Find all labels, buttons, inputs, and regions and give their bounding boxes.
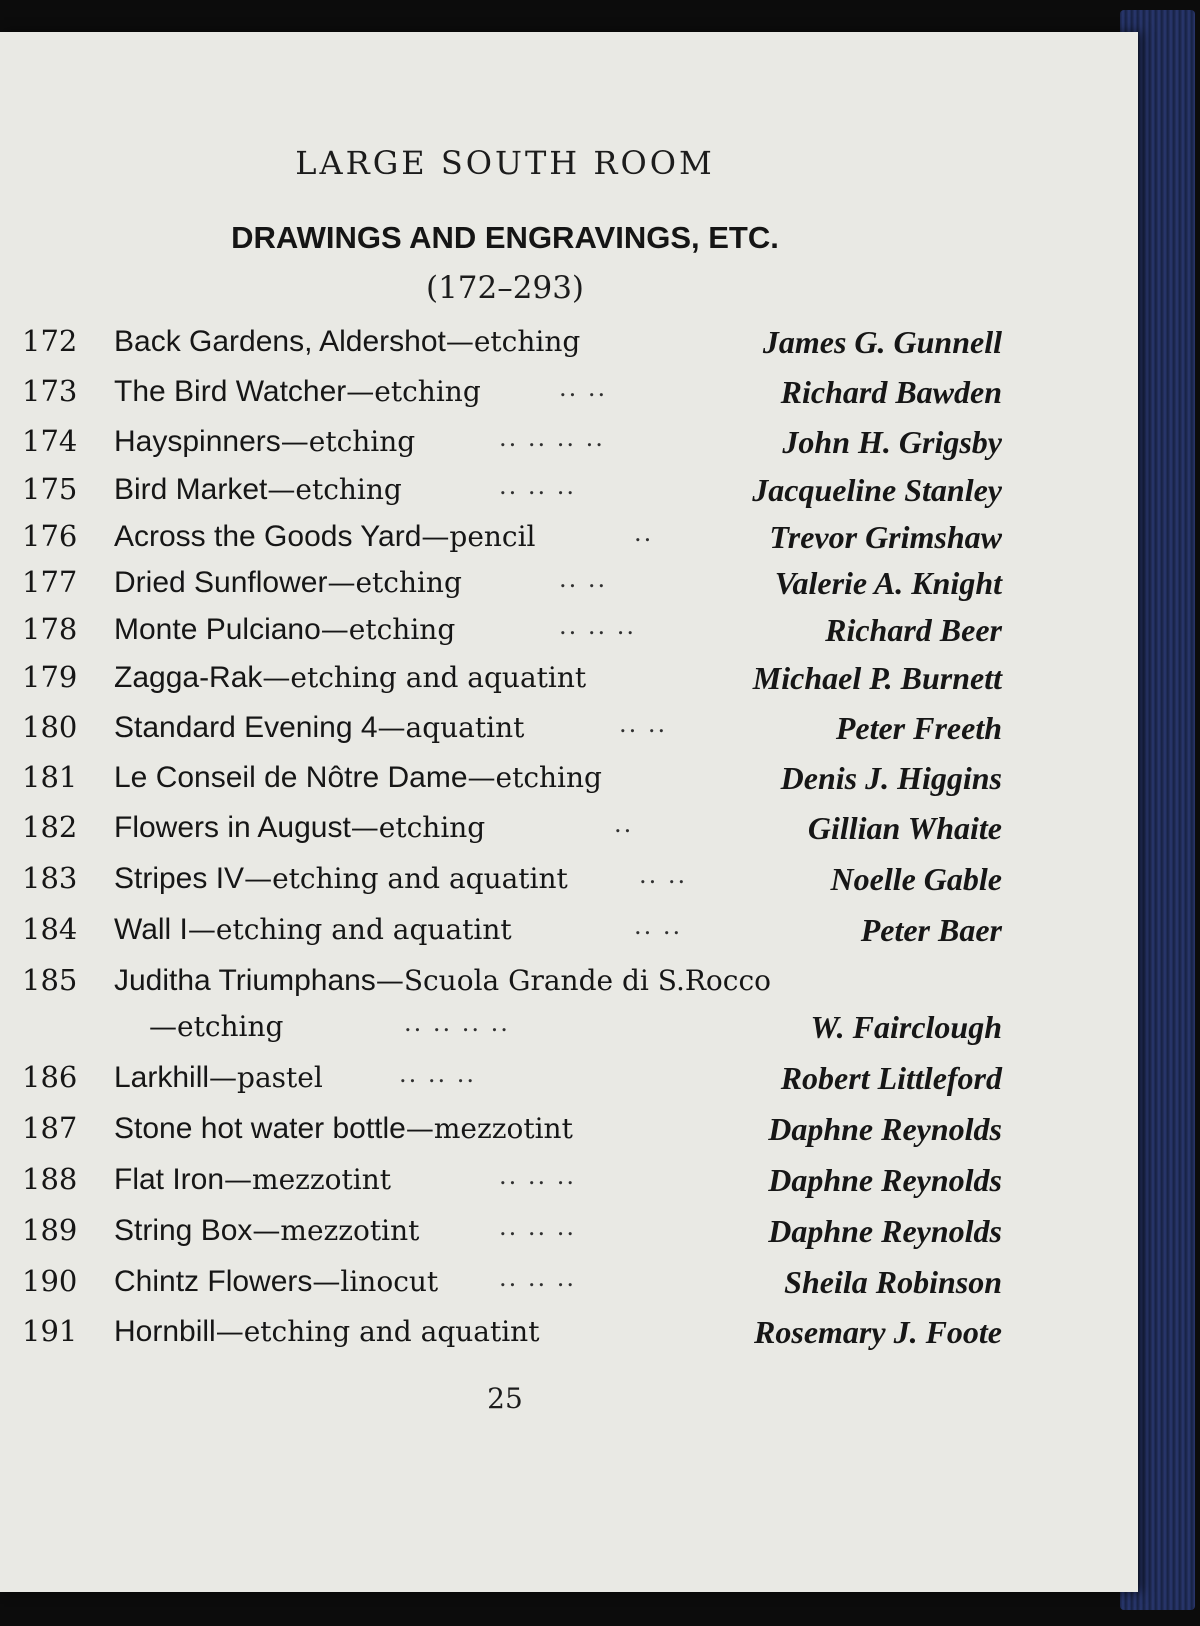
entry-title: [149, 1009, 283, 1044]
dot-leader: .. .. ..: [499, 472, 577, 500]
entry-title: [114, 324, 580, 359]
work-medium: —aquatint: [377, 711, 525, 744]
work-title: Stripes IV: [114, 862, 245, 895]
artist-name: W. Fairclough: [810, 1009, 1002, 1045]
artist-name: Daphne Reynolds: [768, 1162, 1002, 1198]
entry-row: [22, 1009, 1002, 1057]
entry-row: [22, 1264, 1002, 1312]
dot-leader: .. .. .. ..: [499, 424, 605, 452]
work-title: Monte Pulciano: [114, 613, 321, 646]
entry-row: [22, 1162, 1002, 1210]
artist-name: Robert Littleford: [780, 1060, 1002, 1096]
entry-title: [114, 472, 402, 507]
work-medium: —etching: [280, 425, 416, 458]
entry-number: 184: [22, 912, 78, 946]
work-title: Larkhill: [114, 1061, 210, 1094]
dot-leader: .. ..: [639, 861, 688, 889]
entry-title: [114, 660, 586, 695]
entry-title: [114, 1314, 539, 1349]
dot-leader: .. .. ..: [499, 1213, 577, 1241]
dot-leader: .. .. ..: [559, 612, 637, 640]
entry-number: 179: [22, 660, 78, 694]
entry-number: 181: [22, 760, 78, 794]
entry-number: 178: [22, 612, 78, 646]
entry-number: 187: [22, 1111, 78, 1145]
work-title: Back Gardens, Aldershot: [114, 325, 446, 358]
work-title: Standard Evening 4: [114, 711, 378, 744]
dot-leader: .. .. ..: [499, 1264, 577, 1292]
artist-name: Peter Baer: [860, 912, 1002, 948]
work-medium: —pencil: [421, 520, 536, 553]
dot-leader: .. ..: [559, 565, 608, 593]
dot-leader: .. .. ..: [399, 1060, 477, 1088]
work-medium: —etching: [320, 613, 456, 646]
entry-row: [22, 324, 1002, 372]
entry-title: [114, 519, 536, 554]
entry-row: [22, 424, 1002, 472]
work-medium: —etching and aquatint: [215, 1315, 540, 1348]
work-medium: —Scuola Grande di S.Rocco: [375, 964, 772, 997]
work-medium: —mezzotint: [252, 1214, 420, 1247]
entry-row: [22, 612, 1002, 660]
entry-number: 173: [22, 374, 78, 408]
entry-row: [22, 565, 1002, 613]
dot-leader: .. ..: [634, 912, 683, 940]
work-medium: —etching: [346, 375, 481, 408]
work-medium: —etching: [350, 811, 486, 844]
work-title: Flowers in August: [114, 811, 351, 844]
section-title: DRAWINGS AND ENGRAVINGS, ETC.: [231, 220, 779, 255]
artist-name: Valerie A. Knight: [774, 565, 1002, 601]
work-medium: —etching: [149, 1010, 284, 1043]
dot-leader: .. .. ..: [499, 1162, 577, 1190]
artist-name: Denis J. Higgins: [780, 760, 1002, 796]
work-medium: —mezzotint: [224, 1163, 392, 1196]
page-number: 25: [487, 1382, 523, 1415]
entry-title: [114, 1213, 419, 1248]
entry-title: [114, 760, 602, 795]
entry-number: 191: [22, 1314, 78, 1348]
artist-name: Peter Freeth: [835, 710, 1002, 746]
artist-name: Daphne Reynolds: [768, 1111, 1002, 1147]
artist-name: Jacqueline Stanley: [752, 472, 1002, 508]
dot-leader: .. .. .. ..: [404, 1009, 510, 1037]
dot-leader: .. ..: [619, 710, 668, 738]
work-title: String Box: [114, 1214, 253, 1247]
entry-number: 189: [22, 1213, 78, 1247]
work-medium: —etching: [467, 761, 602, 794]
artist-name: John H. Grigsby: [782, 424, 1002, 460]
entry-number: 182: [22, 810, 78, 844]
work-title: Hornbill: [114, 1315, 216, 1348]
artist-name: Trevor Grimshaw: [769, 519, 1002, 555]
entry-title: [114, 424, 415, 459]
artist-name: Gillian Whaite: [807, 810, 1002, 846]
entry-title: [114, 1264, 438, 1299]
work-medium: —linocut: [312, 1265, 439, 1298]
entry-number: 174: [22, 424, 78, 458]
entry-number: 172: [22, 324, 78, 358]
entry-title: [114, 612, 455, 647]
entry-number: 177: [22, 565, 78, 599]
entry-row: [22, 1111, 1002, 1159]
artist-name: Michael P. Burnett: [752, 660, 1002, 696]
entry-row: [22, 760, 1002, 808]
entry-number: 180: [22, 710, 78, 744]
entry-title: [114, 374, 481, 409]
dot-leader: ..: [634, 519, 654, 547]
work-medium: —pastel: [209, 1061, 323, 1094]
entry-number: 183: [22, 861, 78, 895]
work-medium: —etching: [445, 325, 581, 358]
work-medium: —mezzotint: [405, 1112, 573, 1145]
entry-row: [22, 1314, 1002, 1362]
dot-leader: .. ..: [559, 374, 608, 402]
work-title: Bird Market: [114, 473, 268, 506]
work-title: Le Conseil de Nôtre Dame: [114, 761, 468, 794]
entry-row: [22, 963, 1002, 1011]
entry-row: [22, 1060, 1002, 1108]
entry-row: [22, 912, 1002, 960]
room-title: LARGE SOUTH ROOM: [295, 144, 715, 182]
entry-title: [114, 861, 568, 896]
entry-row: [22, 1213, 1002, 1261]
artist-name: James G. Gunnell: [762, 324, 1002, 360]
work-title: Wall I: [114, 913, 188, 946]
artist-name: Noelle Gable: [830, 861, 1002, 897]
work-medium: —etching and aquatint: [244, 862, 568, 895]
artist-name: Richard Bawden: [780, 374, 1002, 410]
entry-number: 188: [22, 1162, 78, 1196]
catalogue-range: (172–293): [425, 270, 585, 306]
work-title: Zagga-Rak: [114, 661, 263, 694]
entry-title: [114, 963, 771, 998]
work-medium: —etching: [327, 566, 462, 599]
work-title: Flat Iron: [114, 1163, 225, 1196]
work-title: Hayspinners: [114, 425, 281, 458]
entry-row: [22, 374, 1002, 422]
artist-name: Daphne Reynolds: [768, 1213, 1002, 1249]
entry-number: 190: [22, 1264, 78, 1298]
dot-leader: ..: [614, 810, 634, 838]
work-medium: —etching: [267, 473, 402, 506]
entry-title: [114, 1060, 323, 1095]
artist-name: Rosemary J. Foote: [754, 1314, 1002, 1350]
artist-name: Richard Beer: [825, 612, 1002, 648]
entry-number: 185: [22, 963, 78, 997]
work-medium: —etching and aquatint: [262, 661, 587, 694]
entry-row: [22, 810, 1002, 858]
entry-title: [114, 1162, 391, 1197]
entry-title: [114, 565, 462, 600]
work-title: The Bird Watcher: [114, 375, 347, 408]
entry-row: [22, 472, 1002, 520]
entry-number: 176: [22, 519, 78, 553]
catalogue-page: [0, 32, 1138, 1592]
entry-title: [114, 912, 512, 947]
work-medium: —etching and aquatint: [187, 913, 512, 946]
entry-title: [114, 1111, 573, 1146]
work-title: Across the Goods Yard: [114, 520, 422, 553]
entry-row: [22, 861, 1002, 909]
entry-number: 186: [22, 1060, 78, 1094]
artist-name: Sheila Robinson: [784, 1264, 1002, 1300]
work-title: Chintz Flowers: [114, 1265, 313, 1298]
work-title: Stone hot water bottle: [114, 1112, 406, 1145]
entry-row: [22, 660, 1002, 708]
work-title: Juditha Triumphans: [114, 964, 376, 997]
entry-number: 175: [22, 472, 78, 506]
entry-title: [114, 710, 524, 745]
entry-row: [22, 710, 1002, 758]
work-title: Dried Sunflower: [114, 566, 328, 599]
entry-title: [114, 810, 485, 845]
entry-row: [22, 519, 1002, 567]
